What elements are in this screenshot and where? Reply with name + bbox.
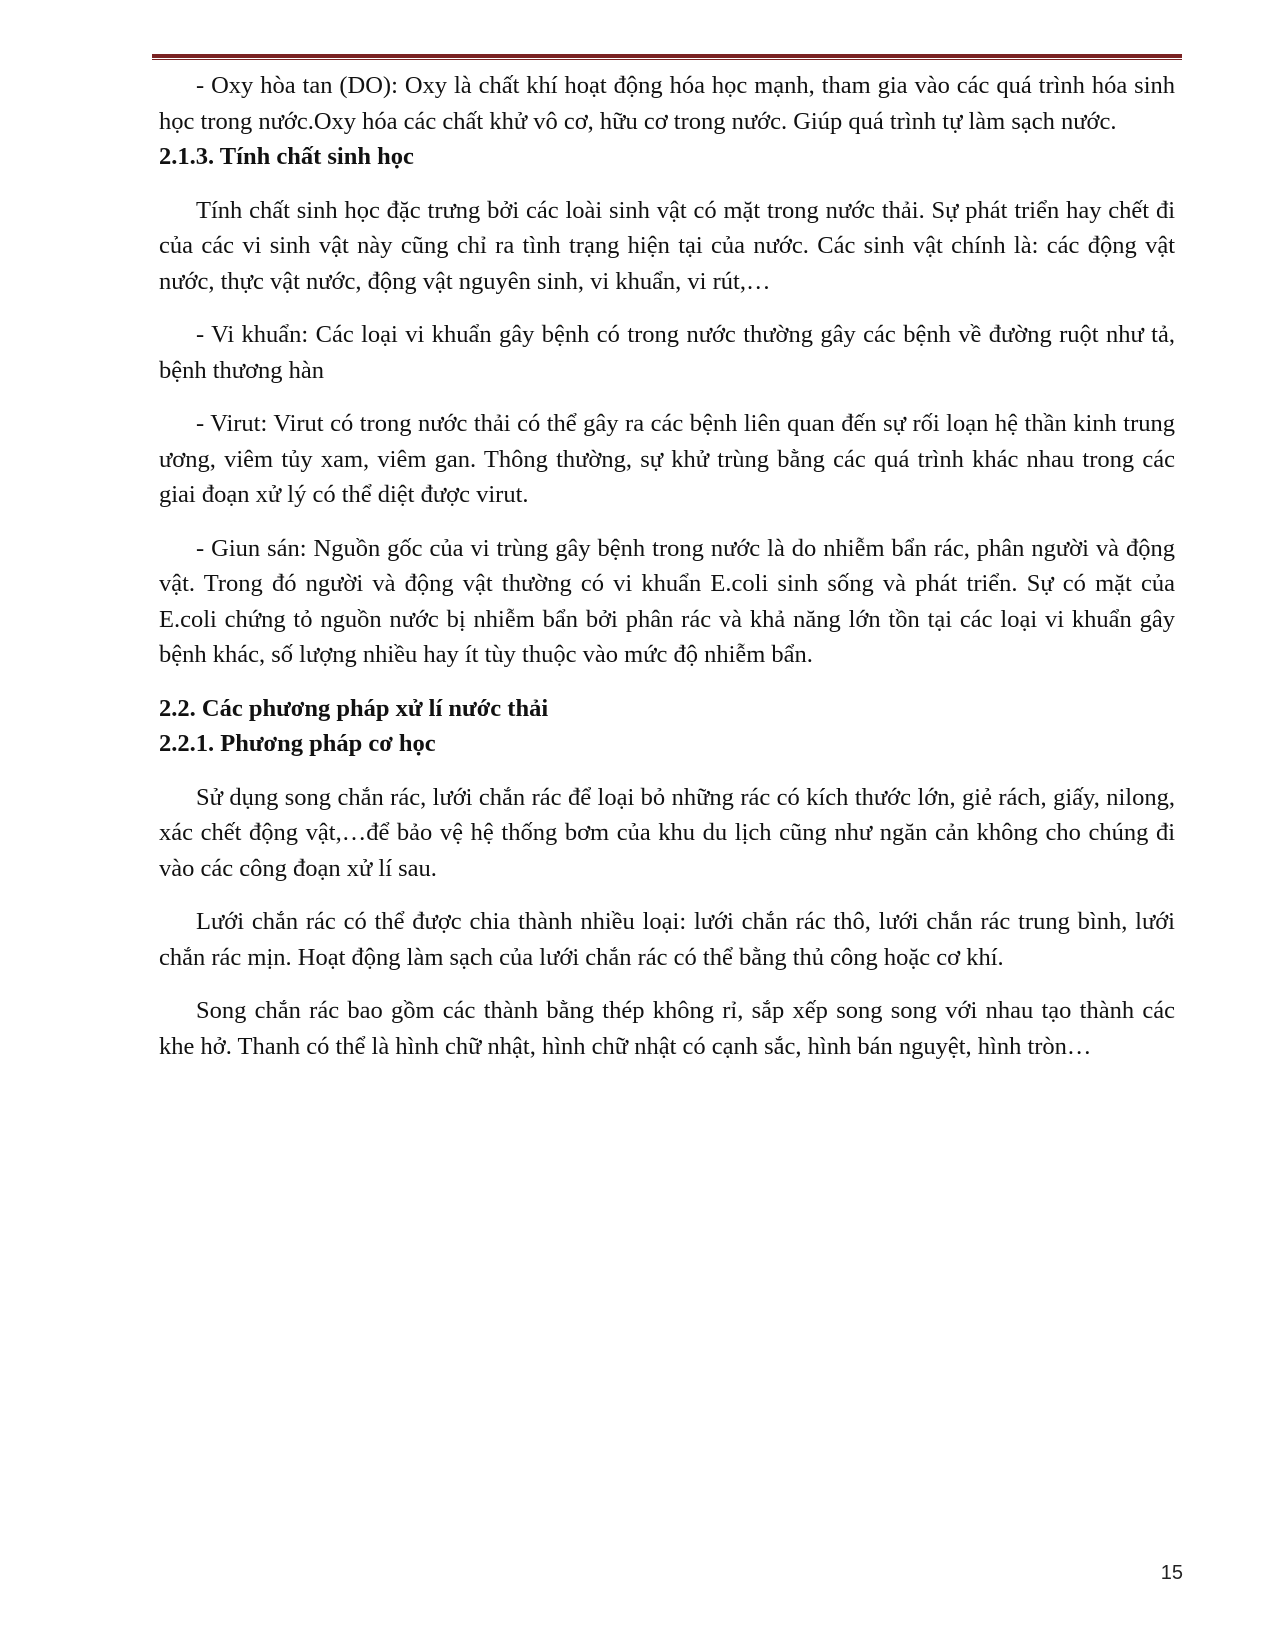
paragraph-giun-san: - Giun sán: Nguồn gốc của vi trùng gây bệnh trong nước là do nhiễm bẩn rác, phân người và động vật. Trong đó người và động vật thường có vi khuẩn E.coli sinh sống và phát triển. Sự có mặt của E.coli chứng tỏ nguồn nước bị nhiễm bẩn bởi phân rác và khả năng lớn tồn tại các loại vi khuẩn gây bệnh khác, số lượng nhiều hay ít tùy thuộc vào mức độ nhiễm bẩn. xyxy=(159,534,1175,668)
document-body xyxy=(159,68,1175,1064)
paragraph-oxy: - Oxy hòa tan (DO): Oxy là chất khí hoạt động hóa học mạnh, tham gia vào các quá trình hóa sinh học trong nước.Oxy hóa các chất khử vô cơ, hữu cơ trong nước. Giúp quá trình tự làm sạch nước. xyxy=(159,72,1175,135)
header-rule-thick xyxy=(152,54,1182,58)
heading-2-2-1: 2.2.1. Phương pháp cơ học xyxy=(159,730,436,757)
paragraph-virut: - Virut: Virut có trong nước thải có thể gây ra các bệnh liên quan đến sự rối loạn hệ thần kinh trung ương, viêm tủy xam, viêm gan. Thông thường, sự khử trùng bằng các quá trình khác nhau trong các giai đoạn xử lý có thể diệt được virut. xyxy=(159,410,1175,508)
page-number: 15 xyxy=(1160,1562,1183,1584)
paragraph-co-hoc-3: Song chắn rác bao gồm các thành bằng thép không rỉ, sắp xếp song song với nhau tạo thành các khe hở. Thanh có thể là hình chữ nhật, hình chữ nhật có cạnh sắc, hình bán nguyệt, hình tròn… xyxy=(159,997,1175,1060)
paragraph-co-hoc-2: Lưới chắn rác có thể được chia thành nhiều loại: lưới chắn rác thô, lưới chắn rác trung bình, lưới chắn rác mịn. Hoạt động làm sạch của lưới chắn rác có thể bằng thủ công hoặc cơ khí. xyxy=(159,908,1175,971)
header-rule-thin xyxy=(152,59,1182,60)
paragraph-co-hoc-1: Sử dụng song chắn rác, lưới chắn rác để loại bỏ những rác có kích thước lớn, giẻ rách, giấy, nilong, xác chết động vật,…để bảo vệ hệ thống bơm của khu du lịch cũng như ngăn cản không cho chúng đi vào các công đoạn xử lí sau. xyxy=(159,783,1175,882)
paragraph-vi-khuan: - Vi khuẩn: Các loại vi khuẩn gây bệnh có trong nước thường gây các bệnh về đường ruột như tả, bệnh thương hàn xyxy=(159,321,1175,384)
paragraph-sinh-hoc-intro: Tính chất sinh học đặc trưng bởi các loài sinh vật có mặt trong nước thải. Sự phát triển hay chết đi của các vi sinh vật này cũng chỉ ra tình trạng hiện tại của nước. Các sinh vật chính là: các động vật nước, thực vật nước, động vật nguyên sinh, vi khuẩn, vi rút,… xyxy=(159,196,1175,295)
header-rule xyxy=(152,54,1182,61)
heading-2-2: 2.2. Các phương pháp xử lí nước thải xyxy=(159,694,549,722)
heading-2-1-3: 2.1.3. Tính chất sinh học xyxy=(159,143,414,170)
